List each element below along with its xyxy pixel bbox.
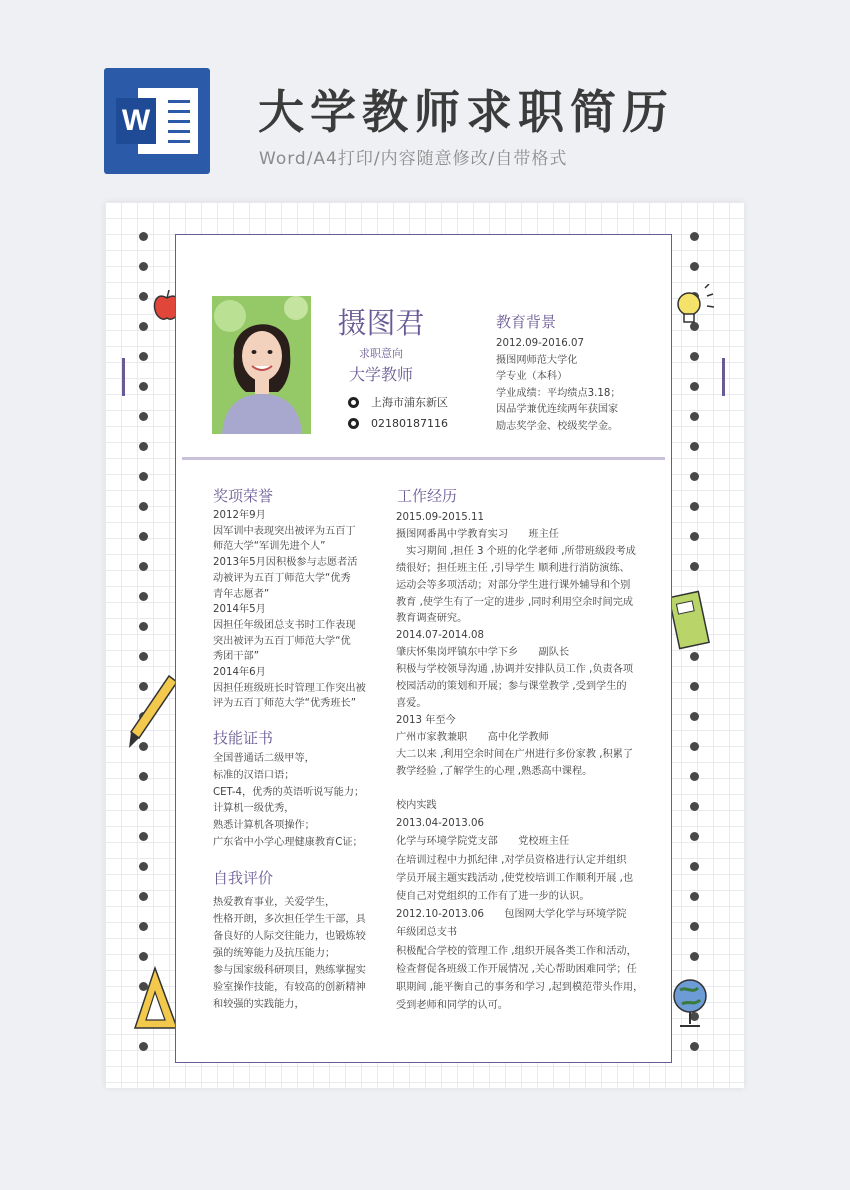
awards-title: 奖项荣誉: [213, 487, 274, 505]
education-list: [496, 336, 621, 435]
work-line: 2014.07-2014.08: [396, 630, 484, 642]
profile-photo: [212, 296, 311, 434]
awards-line: 评为五百丁师范大学“优秀班长”: [213, 698, 356, 710]
word-letter: W: [116, 98, 156, 144]
phone-icon: [348, 418, 359, 429]
notebook-icon: [670, 590, 712, 654]
work-line: 使自己对党组织的工作有了进一步的认识。: [396, 891, 590, 903]
work-line: 年级团总支书: [396, 927, 458, 939]
work-line: 积极与学校领导沟通 ,协调并安排队员工作 ,负责各项: [396, 664, 634, 676]
page-title: 大学教师求职简历: [258, 85, 674, 139]
awards-line: 2014年5月: [213, 604, 266, 616]
education-line: 摄图网师范大学化: [496, 354, 578, 366]
awards-line: 2012年9月: [213, 510, 266, 521]
job-intent: 大学教师: [348, 365, 413, 384]
phone-row: [348, 417, 448, 430]
skills-list: [213, 751, 364, 852]
awards-line: 秀团干部”: [213, 651, 260, 663]
self-eval-line: 热爱教育事业，关爱学生，: [213, 897, 336, 908]
globe-icon: [670, 972, 712, 1034]
work-line: 2012.10-2013.06 包图网大学化学与环境学院: [396, 909, 627, 921]
resume-card: [175, 234, 672, 1063]
work-line: 喜爱。: [396, 697, 427, 709]
awards-line: 动被评为五百丁师范大学“优秀: [213, 572, 351, 584]
work-line: 肇庆怀集岗坪镇东中学下乡 副队长: [396, 647, 570, 659]
work-title: 工作经历: [397, 487, 458, 505]
section-divider: [182, 457, 665, 460]
education-line: 2012.09-2016.07: [496, 338, 584, 349]
awards-line: 师范大学“军训先进个人”: [213, 541, 326, 553]
awards-line: 2013年5月因积极参与志愿者活: [213, 557, 358, 569]
job-intent-label: 求职意向: [359, 347, 403, 360]
skills-line: 标准的汉语口语；: [213, 769, 295, 781]
address-text: 上海市浦东新区: [371, 396, 448, 409]
skills-line: 广东省中小学心理健康教育C证；: [213, 836, 363, 848]
skills-line: CET-4，优秀的英语听说写能力；: [213, 786, 365, 798]
self-eval-line: 强的统筹能力及抗压能力；: [213, 948, 336, 959]
work-line: 绩很好；担任班主任 ,引导学生 顺利进行消防演练、: [396, 562, 630, 574]
work-line: 2015.09-2015.11: [396, 512, 484, 523]
person-portrait-icon: [212, 296, 311, 434]
right-accent-bar: [722, 358, 725, 396]
word-logo-icon: [104, 68, 210, 174]
awards-line: 因担任年级团总支书时工作表现: [213, 619, 356, 631]
self-eval-list: [213, 894, 366, 1013]
work-line: 2013 年至今: [396, 714, 456, 726]
awards-line: 突出被评为五百丁师范大学“优: [213, 635, 351, 647]
left-dot-column: [139, 232, 149, 1072]
work-line: 化学与环境学院党支部 党校班主任: [396, 836, 570, 848]
awards-line: 青年志愿者”: [213, 588, 270, 600]
work-line: 受到老师和同学的认可。: [396, 1000, 509, 1012]
awards-line: 因担任班级班长时管理工作突出被: [213, 682, 366, 694]
awards-list: [213, 508, 366, 712]
page-subtitle: Word/A4打印/内容随意修改/自带格式: [259, 149, 568, 169]
work-line: 校内实践: [396, 800, 437, 811]
pencil-icon: [125, 672, 181, 752]
left-accent-bar: [122, 358, 125, 396]
work-line: 教学经验 ,了解学生的心理 ,熟悉高中课程。: [396, 765, 593, 777]
candidate-name: 摄图君: [337, 306, 425, 340]
work-line: 广州市家教兼职 高中化学教师: [396, 731, 549, 743]
lightbulb-icon: [667, 284, 715, 332]
education-line: 励志奖学金、校级奖学金。: [496, 420, 619, 432]
work-line: 摄图网番禺中学教育实习 班主任: [396, 528, 559, 540]
work-line: 运动会等多项活动；对部分学生进行课外辅导和个别: [396, 579, 631, 591]
work-line: 大二以来 ,利用空余时间在广州进行多份家教 ,积累了: [396, 748, 634, 760]
self-eval-line: 性格开朗，多次担任学生干部，具: [213, 914, 366, 925]
work-line: 积极配合学校的管理工作 ,组织开展各类工作和活动，: [396, 945, 637, 957]
self-eval-line: 备良好的人际交往能力，也锻炼较: [213, 931, 366, 942]
education-title: 教育背景: [496, 313, 557, 331]
awards-line: 因军训中表现突出被评为五百丁: [213, 525, 356, 537]
resume-page: [105, 202, 744, 1088]
work-line: 检查督促各班级工作开展情况 ,关心帮助困难同学；任: [396, 963, 637, 975]
work-line: 职期间 ,能平衡自己的事务和学习 ,起到模范带头作用，: [396, 982, 644, 994]
skills-line: 计算机一级优秀，: [213, 803, 295, 815]
work-line: 教育调查研究。: [396, 613, 468, 625]
awards-line: 2014年6月: [213, 667, 266, 679]
skills-line: 熟悉计算机各项操作；: [213, 820, 315, 832]
address-row: [348, 394, 448, 410]
skills-line: 全国普通话二级甲等，: [213, 753, 315, 764]
education-line: 学业成绩：平均绩点3.18；: [496, 387, 621, 399]
work-line: 教育 ,使学生有了一定的进步 ,同时利用空余时间完成: [396, 596, 634, 608]
self-eval-line: 验室操作技能，有较高的创新精神: [213, 982, 366, 993]
phone-text: 02180187116: [371, 417, 448, 430]
skills-title: 技能证书: [213, 729, 274, 747]
self-eval-line: 参与国家级科研项目，熟练掌握实: [213, 965, 366, 976]
education-line: 因品学兼优连续两年获国家: [496, 404, 619, 415]
work-list-b: [396, 797, 643, 1015]
work-line: 在培训过程中力抓纪律 ,对学员资格进行认定并组织: [396, 854, 627, 866]
location-pin-icon: [348, 397, 359, 408]
work-line: 2013.04-2013.06: [396, 818, 484, 830]
work-line: 校园活动的策划和开展；参与课堂教学 ,受到学生的: [396, 681, 627, 693]
work-line: 学员开展主题实践活动 ,使党校培训工作顺利开展 ,也: [396, 872, 634, 884]
education-line: 学专业（本科）: [496, 371, 568, 382]
work-list-a: [396, 510, 636, 781]
triangle-ruler-icon: [129, 962, 181, 1034]
self-eval-line: 和较强的实践能力，: [213, 999, 305, 1010]
self-eval-title: 自我评价: [213, 869, 274, 887]
work-line: 实习期间 ,担任 3 个班的化学老师 ,所带班级段考成: [396, 545, 636, 557]
